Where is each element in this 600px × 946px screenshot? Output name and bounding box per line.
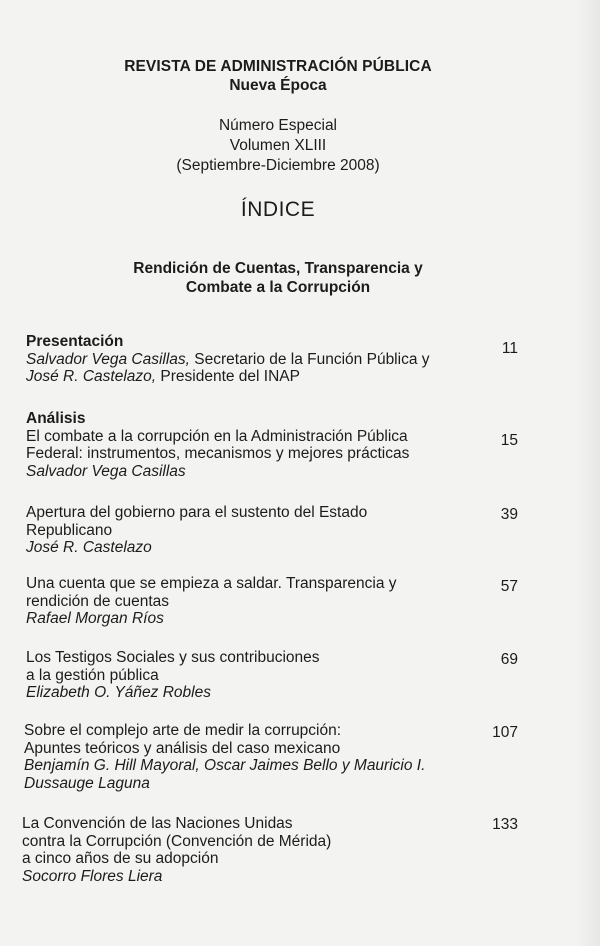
toc-entry	[26, 575, 526, 628]
toc-entry	[22, 815, 522, 885]
entry-title-line: Apertura del gobierno para el sustento del Estado	[26, 504, 368, 521]
entry-title-line: a cinco años de su adopción	[22, 850, 219, 867]
page-number: 39	[500, 506, 518, 523]
page-number: 15	[500, 432, 518, 449]
entry-author: José R. Castelazo,	[26, 368, 157, 385]
section-heading: Análisis	[26, 410, 86, 427]
toc-entry	[24, 722, 524, 792]
entry-title-line: a la gestión pública	[26, 666, 159, 684]
entry-title-line: Apuntes teóricos y análisis del caso mexicano	[24, 739, 341, 757]
entry-author-line	[26, 368, 526, 386]
page-number: 69	[500, 651, 518, 668]
volume-label: Volumen XLIII	[229, 137, 327, 154]
entry-author: Socorro Flores Liera	[22, 867, 163, 885]
entry-author: Rafael Morgan Ríos	[26, 610, 164, 627]
entry-author: Salvador Vega Casillas,	[26, 350, 190, 368]
entry-author: José R. Castelazo	[26, 539, 152, 556]
entry-title-line: Sobre el complejo arte de medir la corrupción:	[24, 722, 342, 739]
journal-epoch: Nueva Época	[229, 77, 327, 94]
entry-author-line	[26, 351, 526, 369]
section-heading: Presentación	[26, 333, 124, 350]
entry-author-role: Secretario de la Función Pública y	[189, 350, 430, 368]
entry-title-line: Federal: instrumentos, mecanismos y mejores prácticas	[26, 445, 410, 462]
entry-title-line: Republicano	[26, 521, 113, 539]
entry-author: Benjamín G. Hill Mayoral, Oscar Jaimes Bello y Mauricio I.	[24, 757, 426, 774]
page-number: 107	[492, 724, 518, 741]
theme-heading	[0, 259, 556, 297]
theme-line-2: Combate a la Corrupción	[185, 279, 371, 296]
entry-author: Dussauge Laguna	[24, 774, 150, 792]
toc-entry	[26, 504, 526, 557]
entry-title-line: contra la Corrupción (Convención de Mérida)	[22, 832, 332, 850]
entry-author: Elizabeth O. Yáñez Robles	[26, 684, 211, 701]
entry-author: Salvador Vega Casillas	[26, 462, 186, 480]
entry-title-line: rendición de cuentas	[26, 592, 170, 610]
page-number: 57	[500, 578, 518, 595]
toc-entry	[26, 649, 526, 702]
theme-line-1: Rendición de Cuentas, Transparencia y	[133, 260, 423, 277]
entry-title-line: Los Testigos Sociales y sus contribuciones	[26, 649, 320, 666]
toc-entry	[26, 410, 526, 480]
index-heading: ÍNDICE	[240, 198, 316, 221]
period-label: (Septiembre-Diciembre 2008)	[176, 157, 380, 174]
journal-title: REVISTA DE ADMINISTRACIÓN PÚBLICA	[124, 58, 432, 75]
page-edge-shadow	[576, 0, 600, 946]
entry-author-role: Presidente del INAP	[156, 368, 300, 385]
entry-title-line: Una cuenta que se empieza a saldar. Transparencia y	[26, 575, 397, 592]
issue-info	[0, 116, 556, 176]
page-number: 133	[492, 816, 518, 833]
entry-title-line: El combate a la corrupción en la Administración Pública	[26, 427, 408, 445]
page-number: 11	[501, 340, 518, 357]
toc-entry-presentacion	[26, 333, 526, 386]
issue-label: Número Especial	[218, 117, 338, 134]
entry-title-line: La Convención de las Naciones Unidas	[22, 815, 293, 832]
